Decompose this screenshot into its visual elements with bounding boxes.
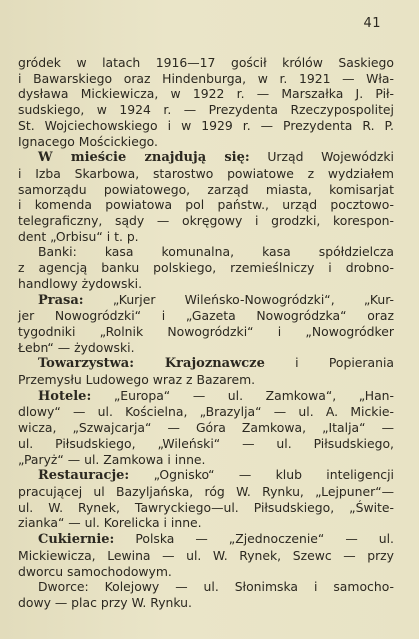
line-text: jer Nowogródzki“ i „Gazeta Nowogródzka“ oraz	[18, 308, 394, 324]
line-text: dlowy“ — ul. Kościelna, „Brazylja“ — ul. A. Mickie-	[18, 404, 394, 420]
text-line	[18, 595, 394, 611]
text-line	[18, 340, 394, 356]
paragraph	[18, 531, 394, 579]
text-line	[18, 404, 394, 420]
line-text: Ignacego Mościckiego.	[18, 133, 158, 149]
text-line	[18, 166, 394, 182]
line-text: Urząd Wojewódzki	[249, 149, 394, 165]
line-text: i Izba Skarbowa, starostwo powiatowe z wydziałem	[18, 165, 394, 181]
text-line	[18, 260, 394, 276]
text-line	[18, 500, 394, 516]
text-line	[18, 197, 394, 213]
paragraph	[18, 55, 394, 149]
line-text: Mickiewicza, Lewina — ul. W. Rynek, Szewc — przy	[18, 547, 394, 563]
body-text	[18, 55, 394, 611]
text-line	[18, 102, 394, 118]
text-line	[18, 118, 394, 134]
line-text: handlowy żydowski.	[18, 275, 143, 291]
paragraph	[18, 579, 394, 610]
text-line	[18, 372, 394, 388]
text-line	[18, 55, 394, 71]
text-line	[18, 71, 394, 87]
line-text: dworcu samochodowym.	[18, 563, 172, 579]
text-line	[18, 229, 394, 245]
text-line	[18, 452, 394, 468]
line-text: St. Wojciechowskiego i w 1929 r. — Prezydenta R. P.	[18, 117, 394, 133]
line-text: „Europa“ — ul. Zamkowa“, „Han-	[91, 387, 394, 403]
paragraph	[18, 149, 394, 244]
text-line	[18, 86, 394, 102]
section-heading: Hotele:	[38, 388, 92, 404]
line-text: „Ognisko“ — klub inteligencji	[129, 467, 394, 483]
text-line	[18, 484, 394, 500]
line-text: dysława Mickiewicza, w 1922 r. — Marszałka J. Pił-	[18, 86, 394, 102]
text-line	[18, 324, 394, 340]
text-line	[18, 436, 394, 452]
paragraph	[18, 355, 394, 387]
line-text: „Kurjer Wileńsko-Nowogródzki“, „Kur-	[83, 291, 394, 307]
line-text: tygodniki „Rolnik Nowogródzki“ i „Nowogródker	[18, 323, 394, 339]
line-text: dent „Orbisu“ i t. p.	[18, 228, 139, 244]
text-line	[18, 548, 394, 564]
text-line	[18, 182, 394, 198]
paragraph	[18, 244, 394, 291]
line-text: i komenda powiatowa pol państw., urząd pocztowo-	[18, 197, 394, 213]
text-line	[18, 355, 394, 372]
text-line	[18, 579, 394, 595]
text-line	[18, 244, 394, 260]
page-number: 41	[363, 16, 381, 31]
line-text: gródek w latach 1916—17 gościł królów Saskiego	[18, 55, 394, 70]
text-line	[18, 420, 394, 436]
section-heading: Towarzystwa: Krajoznawcze	[38, 356, 265, 372]
line-text: i Bawarskiego oraz Hindenburga, w r. 1921 — Wła-	[18, 70, 394, 86]
text-line	[18, 467, 394, 484]
section-heading: Prasa:	[38, 292, 84, 308]
line-text: Przemysłu Ludowego wraz z Bazarem.	[18, 372, 256, 388]
text-line	[18, 292, 394, 309]
text-line	[18, 515, 394, 531]
text-line	[18, 388, 394, 405]
line-text: Polska — „Zjednoczenie“ — ul.	[114, 531, 394, 547]
line-text: sudskiego, w 1924 r. — Prezydenta Rzeczypospolitej	[18, 102, 394, 118]
line-text: zianka“ — ul. Korelicka i inne.	[18, 515, 202, 531]
line-text: samorządu powiatowego, zarząd miasta, komisarjat	[18, 181, 394, 197]
text-line	[18, 308, 394, 324]
text-line	[18, 564, 394, 580]
line-text: telegraficzny, sądy — okręgowy i grodzki, korespon-	[18, 213, 394, 229]
paragraph	[18, 292, 394, 356]
line-text: ul. W. Rynek, Tawryckiego—ul. Piłsudskiego, „Świte-	[18, 499, 394, 515]
section-heading: Cukiernie:	[38, 532, 115, 548]
text-line	[18, 134, 394, 150]
paragraph	[18, 388, 394, 468]
line-text: „Paryż“ — ul. Zamkowa i inne.	[18, 451, 206, 467]
line-text: dowy — plac przy W. Rynku.	[18, 594, 192, 610]
text-line	[18, 531, 394, 548]
line-text: i Popierania	[264, 355, 394, 371]
line-text: Dworce: Kolejowy — ul. Słonimska i samocho-	[38, 579, 394, 595]
line-text: pracującej ul Bazyljańska, róg W. Rynku, „Lejpuner“—	[18, 483, 394, 499]
line-text: z agencją banku polskiego, rzemieślniczy i drobno-	[18, 260, 394, 276]
section-heading: Restauracje:	[38, 468, 130, 484]
paragraph	[18, 467, 394, 531]
line-text: ul. Piłsudskiego, „Wileński“ — ul. Piłsudskiego,	[18, 435, 394, 451]
text-line	[18, 276, 394, 292]
line-text: Łebn“ — żydowski.	[18, 339, 135, 355]
text-line	[18, 149, 394, 166]
line-text: wicza, „Szwajcarja“ — Góra Zamkowa, „Italja“ —	[18, 420, 394, 436]
line-text: Banki: kasa komunalna, kasa spółdzielcza	[38, 244, 394, 260]
section-heading: W mieście znajdują się:	[38, 150, 250, 166]
text-line	[18, 213, 394, 229]
